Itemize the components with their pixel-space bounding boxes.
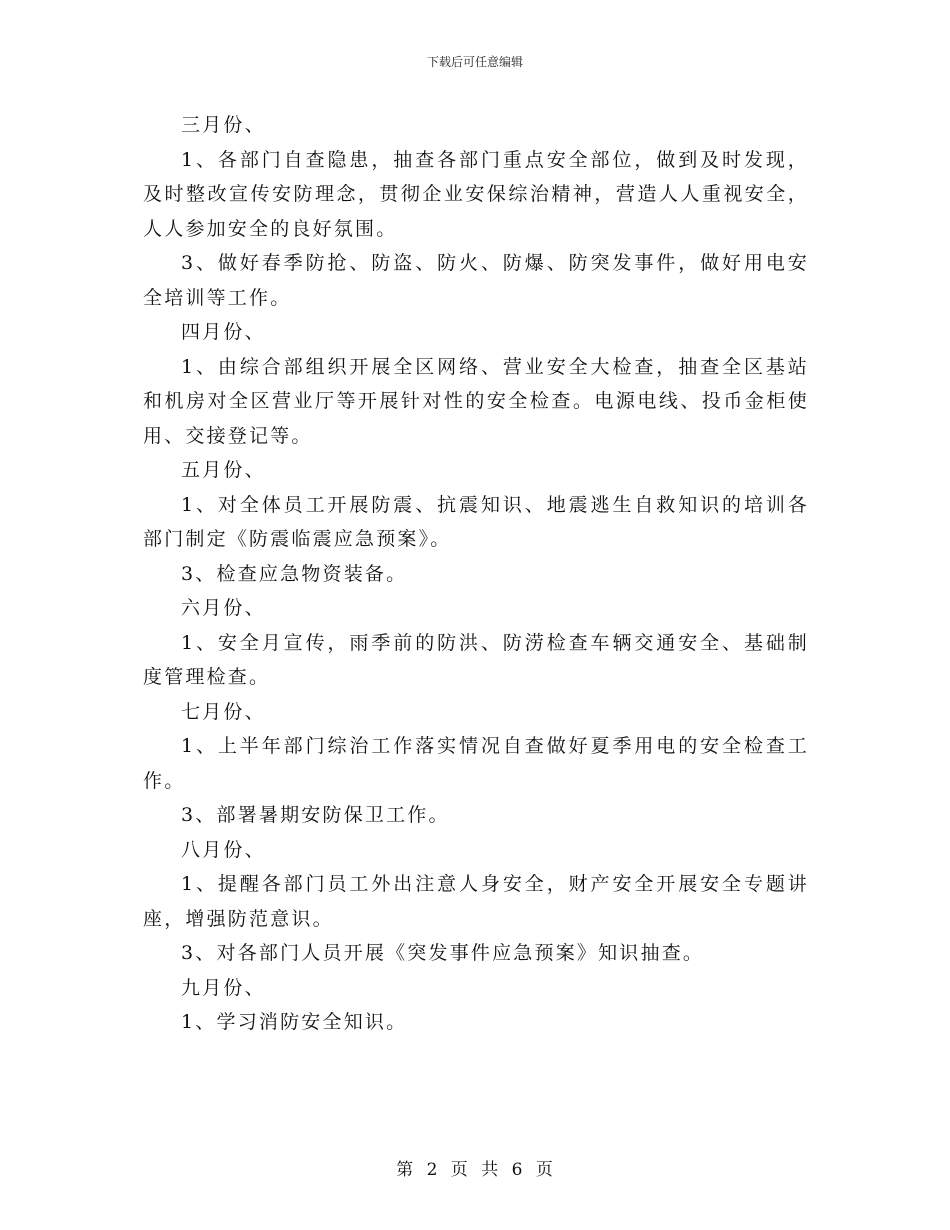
- page-footer: [0, 1155, 950, 1180]
- plan-item: 1、学习消防安全知识。: [181, 1011, 408, 1033]
- plan-item: 3、做好春季防抢、防盗、防火、防爆、防突发事件，做好用电安全培训等工作。: [143, 252, 809, 309]
- plan-item: 1、提醒各部门员工外出注意人身安全，财产安全开展安全专题讲座，增强防范意识。: [143, 873, 809, 930]
- footer-page-word: 页: [450, 1160, 469, 1180]
- month-heading: 八月份、: [181, 838, 266, 861]
- month-heading: 四月份、: [181, 321, 266, 343]
- footer-total-word: 共: [481, 1160, 500, 1180]
- plan-item: 3、检查应急物资装备。: [181, 562, 408, 585]
- plan-item: 1、安全月宣传，雨季前的防洪、防涝检查车辆交通安全、基础制度管理检查。: [143, 631, 809, 688]
- month-heading: 六月份、: [181, 597, 266, 619]
- plan-item: 1、各部门自查隐患，抽查各部门重点安全部位，做到及时发现，及时整改宣传安防理念，贯彻企业安保综治精神，营造人人重视安全，人人参加安全的良好氛围。: [143, 148, 809, 240]
- document-body: [143, 108, 809, 1040]
- month-heading: 七月份、: [181, 700, 266, 723]
- month-heading: 三月份、: [181, 114, 266, 136]
- current-page-number: 2: [426, 1160, 439, 1180]
- month-heading: 五月份、: [181, 459, 266, 481]
- header-note: 下载后可任意编辑: [426, 55, 523, 69]
- plan-item: 1、由综合部组织开展全区网络、营业安全大检查，抽查全区基站和机房对全区营业厅等开展针对性的安全检查。电源电线、投币金柜使用、交接登记等。: [143, 355, 809, 447]
- total-pages-number: 6: [511, 1160, 524, 1180]
- month-heading: 九月份、: [181, 976, 266, 999]
- plan-item: 3、对各部门人员开展《突发事件应急预案》知识抽查。: [181, 942, 705, 964]
- footer-suffix: 页: [535, 1160, 554, 1180]
- plan-item: 3、部署暑期安防保卫工作。: [181, 804, 450, 826]
- plan-item: 1、对全体员工开展防震、抗震知识、地震逃生自救知识的培训各部门制定《防震临震应急预案》。: [143, 493, 809, 550]
- footer-prefix: 第: [396, 1160, 415, 1180]
- plan-item: 1、上半年部门综治工作落实情况自查做好夏季用电的安全检查工作。: [143, 735, 809, 792]
